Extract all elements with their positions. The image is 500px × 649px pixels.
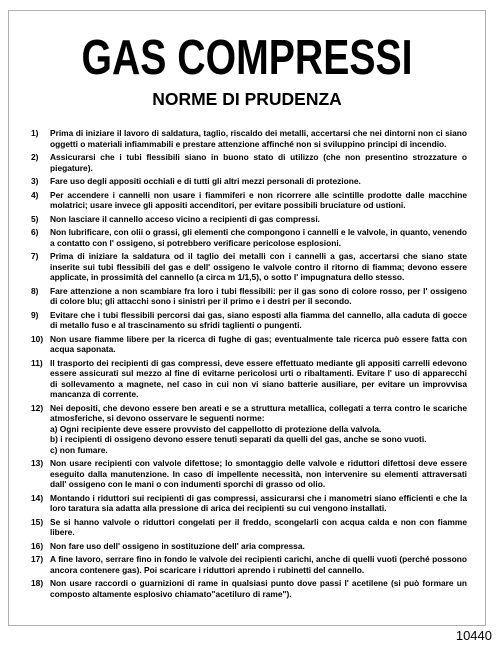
rule-number: 17) bbox=[31, 554, 44, 564]
rule-number: 14) bbox=[31, 492, 44, 503]
rule-item bbox=[31, 152, 467, 173]
rule-text: Fare uso degli appositi occhiali e di tutti gli altri mezzi personali di protezione. bbox=[50, 176, 361, 186]
rule-item bbox=[31, 554, 467, 575]
rule-item bbox=[31, 310, 467, 331]
rule-item bbox=[31, 358, 467, 400]
rule-number: 5) bbox=[31, 213, 39, 224]
rule-text: Non lubrificare, con olii o grassi, gli elementi che compongono i cannelli e le valvole, in quanto, venendo a contatto con l' ossigeno, si potrebbero verificare pericolose esplosioni. bbox=[50, 227, 467, 248]
rule-number: 11) bbox=[31, 357, 43, 368]
rule-number: 10) bbox=[31, 333, 44, 344]
rule-text: Non lasciare il cannello acceso vicino a recipienti di gas compressi. bbox=[50, 213, 320, 224]
rule-item bbox=[31, 286, 467, 307]
rule-text: Prima di iniziare il lavoro di saldatura, taglio, riscaldo dei metalli, accertarsi che nei dintorni non ci siano oggetti o materiali infiammabili e prestare attenzione affinché non si sviluppino principi di incendio. bbox=[50, 128, 467, 149]
rule-number: 2) bbox=[31, 152, 39, 162]
rule-item bbox=[31, 493, 467, 514]
rule-item bbox=[31, 517, 467, 538]
rule-text: Il trasporto dei recipienti di gas compressi, deve essere effettuato mediante gli appositi carrelli edevono essere assicurati sul mezzo al fine di evitarne pericolosi urti o ribaltamenti. Evitare l' uso di apparecchi di sollevamento a magnete, nel caso in cui non vi siano batterie ausiliare, per evitare un improvvisa mancanza di corrente. bbox=[50, 357, 467, 399]
rule-text: Non usare raccordi o guarnizioni di rame in qualsiasi punto dove passi l' acetilene (si può formare un composto altamente esplosivo chiamato"acetiluro di rame"). bbox=[50, 578, 467, 599]
rule-text-block bbox=[50, 403, 467, 456]
rule-item bbox=[31, 541, 467, 552]
rule-subitem: c) non fumare. bbox=[50, 444, 108, 455]
product-code: 10440 bbox=[455, 628, 492, 643]
rule-number: 15) bbox=[31, 516, 44, 527]
rule-item bbox=[31, 227, 467, 248]
rule-number: 4) bbox=[31, 189, 39, 200]
rule-subitem: b) i recipienti di ossigeno devono essere tenuti separati da quelli del gas, anche se sono vuoti. bbox=[50, 434, 427, 444]
rule-text: Prima di iniziare la saldatura od il taglio dei metalli con i cannelli a gas, accertarsi che siano state inserite sui tubi flessibili del gas e dell' ossigeno le valvole contro il ritorno di fiamma; devono essere applicate, in prossimità del cannello (a circa m 1/1,5), o sotto l' impugnatura dello stesso. bbox=[50, 251, 467, 282]
rule-item bbox=[31, 128, 467, 149]
rule-number: 9) bbox=[31, 309, 39, 320]
rule-item bbox=[31, 190, 467, 211]
rule-subitem: a) Ogni recipiente deve essere provvisto del cappellotto di protezione della valvola. bbox=[50, 423, 382, 434]
safety-sign bbox=[8, 10, 486, 626]
sign-title: GAS COMPRESSI bbox=[81, 31, 413, 85]
rules-list bbox=[31, 128, 467, 602]
rule-number: 7) bbox=[31, 251, 39, 261]
rule-number: 1) bbox=[31, 128, 39, 138]
rule-text: Se si hanno valvole o riduttori congelati per il freddo, scongelarli con acqua calda e non con fiamme libere. bbox=[50, 516, 467, 537]
rule-number: 6) bbox=[31, 227, 39, 237]
rule-text: Non usare fiamme libere per la ricerca di fughe di gas; eventualmente tale ricerca può essere fatta con acqua saponata. bbox=[50, 333, 467, 354]
rule-text: Assicurarsi che i tubi flessibili siano in buono stato di utilizzo (che non presentino strozzature o piegature). bbox=[50, 152, 467, 173]
rule-text: Evitare che i tubi flessibili percorsi dai gas, siano esposti alla fiamma del cannello, alla caduta di gocce di metallo fuso e al trascinamento su sfridi taglienti o pungenti. bbox=[50, 309, 467, 330]
rule-item bbox=[31, 334, 467, 355]
rule-item bbox=[31, 403, 467, 456]
rule-text: Non usare recipienti con valvole difettose; lo smontaggio delle valvole e riduttori difettosi deve essere eseguito dalla manutenzione. In caso di impellente necessità, non intervenire su elementi attraversati dall' ossigeno con le mani o con indumenti sporchi di grasso od olio. bbox=[50, 458, 467, 489]
rule-text: Non fare uso dell' ossigeno in sostituzione dell' aria compressa. bbox=[50, 540, 305, 551]
sign-subtitle: NORME DI PRUDENZA bbox=[152, 89, 342, 109]
rule-number: 12) bbox=[31, 402, 44, 413]
rule-text: Montando i riduttori sui recipienti di gas compressi, assicurarsi che i manometri siano efficienti e che la loro taratura sia adatta alla pressione di arica dei recipienti su cui vengono installati. bbox=[50, 492, 467, 513]
rule-item bbox=[31, 176, 467, 187]
rule-number: 18) bbox=[31, 578, 44, 588]
rule-text: Fare attenzione a non scambiare fra loro i tubi flessibili: per il gas sono di colore rosso, per l' ossigeno di colore blu; gli attacchi sono i sinistri per il primo e i destri per il secondo. bbox=[50, 285, 467, 306]
rule-item bbox=[31, 214, 467, 225]
rule-number: 16) bbox=[31, 540, 44, 551]
rule-number: 3) bbox=[31, 176, 39, 186]
rule-text: Per accendere i cannelli non usare i fiammiferi e non ricorrere alle scintille prodotte dalle macchine molatrici; usare invece gli appositi accenditori, per evitare possibili bruciature od ustioni. bbox=[50, 189, 467, 210]
rule-text: Nei depositi, che devono essere ben areati e se a struttura metallica, collegati a terra contro le scariche atmosferiche, si devono osservare le seguenti norme: bbox=[50, 402, 467, 423]
rule-item bbox=[31, 578, 467, 599]
rule-number: 13) bbox=[31, 458, 44, 468]
rule-item bbox=[31, 458, 467, 490]
rule-number: 8) bbox=[31, 285, 39, 296]
rule-item bbox=[31, 251, 467, 283]
rule-text: A fine lavoro, serrare fino in fondo le valvole dei recipienti carichi, anche di quelli vuoti (perché possono ancora contenere gas). Poi scaricare i riduttori aprendo i rubinetti del cannello. bbox=[50, 554, 467, 575]
